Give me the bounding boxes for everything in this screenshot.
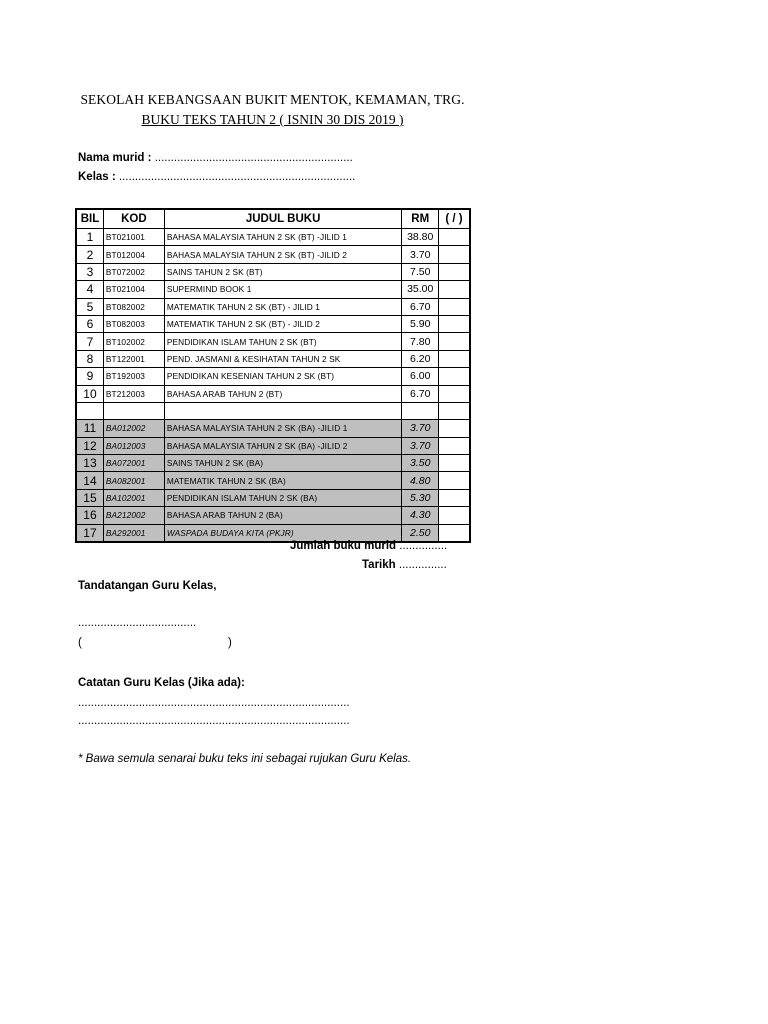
row-rm: 3.50 (402, 455, 439, 472)
row-judul: SAINS TAHUN 2 SK (BT) (164, 263, 402, 280)
blank-cell (76, 402, 103, 419)
class-dots: .......................................................................... (118, 171, 356, 183)
row-kod: BT102002 (103, 333, 164, 350)
row-kod: BA212002 (103, 507, 164, 524)
book-table (75, 208, 471, 543)
row-bil: 8 (76, 350, 103, 367)
notes-label: Catatan Guru Kelas (Jika ada): (78, 677, 245, 689)
row-bil: 9 (76, 368, 103, 385)
signature-name-bracket-open: ( (78, 637, 82, 649)
row-judul: SUPERMIND BOOK 1 (164, 281, 402, 298)
jumlah-buku-dots: ............... (399, 540, 448, 552)
row-tick-box[interactable] (438, 281, 470, 298)
row-rm: 35.00 (402, 281, 439, 298)
row-kod: BT072002 (103, 263, 164, 280)
row-kod: BT122001 (103, 350, 164, 367)
header-tick: ( / ) (438, 209, 470, 229)
table-row (76, 246, 470, 263)
row-rm: 3.70 (402, 437, 439, 454)
row-tick-box[interactable] (438, 472, 470, 489)
row-rm: 7.50 (402, 263, 439, 280)
notes-line-1: ..................................................................................... (78, 697, 350, 709)
header-kod: KOD (103, 209, 164, 229)
row-rm: 5.90 (402, 315, 439, 332)
row-tick-box[interactable] (438, 420, 470, 437)
row-bil: 12 (76, 437, 103, 454)
row-judul: BAHASA MALAYSIA TAHUN 2 SK (BT) -JILID 1 (164, 229, 402, 246)
row-judul: BAHASA MALAYSIA TAHUN 2 SK (BT) -JILID 2 (164, 246, 402, 263)
blank-separator-row (76, 402, 470, 419)
table-row (76, 315, 470, 332)
table-body (76, 229, 470, 543)
row-kod: BT082002 (103, 298, 164, 315)
row-tick-box[interactable] (438, 507, 470, 524)
row-tick-box[interactable] (438, 229, 470, 246)
tarikh-field (362, 559, 447, 571)
jumlah-buku-field (290, 540, 447, 552)
row-judul: WASPADA BUDAYA KITA (PKJR) (164, 524, 402, 542)
row-rm: 4.30 (402, 507, 439, 524)
tarikh-label: Tarikh (362, 559, 396, 571)
table-row (76, 229, 470, 246)
blank-cell (103, 402, 164, 419)
table-row (76, 281, 470, 298)
footnote: * Bawa semula senarai buku teks ini sebagai rujukan Guru Kelas. (78, 753, 412, 765)
row-kod: BA292001 (103, 524, 164, 542)
jumlah-buku-label: Jumlah buku murid (290, 540, 397, 552)
row-judul: BAHASA MALAYSIA TAHUN 2 SK (BA) -JILID 1 (164, 420, 402, 437)
tarikh-dots: ............... (398, 559, 447, 571)
row-tick-box[interactable] (438, 246, 470, 263)
student-name-field (78, 152, 353, 164)
row-bil: 2 (76, 246, 103, 263)
row-kod: BT192003 (103, 368, 164, 385)
student-name-dots: .............................................................. (154, 152, 353, 164)
table-row (76, 437, 470, 454)
class-field (78, 171, 355, 183)
notes-line-2: ..................................................................................... (78, 715, 350, 727)
signature-name-bracket-close: ) (228, 637, 232, 649)
row-rm: 7.80 (402, 333, 439, 350)
row-tick-box[interactable] (438, 333, 470, 350)
row-kod: BA012002 (103, 420, 164, 437)
row-judul: PENDIDIKAN KESENIAN TAHUN 2 SK (BT) (164, 368, 402, 385)
row-kod: BT082003 (103, 315, 164, 332)
row-judul: PEND. JASMANI & KESIHATAN TAHUN 2 SK (164, 350, 402, 367)
header-bil: BIL (76, 209, 103, 229)
row-rm: 6.70 (402, 298, 439, 315)
row-bil: 13 (76, 455, 103, 472)
row-bil: 14 (76, 472, 103, 489)
school-name: SEKOLAH KEBANGSAAN BUKIT MENTOK, KEMAMAN, TRG. (80, 92, 465, 107)
row-bil: 4 (76, 281, 103, 298)
document-title (0, 112, 545, 128)
row-rm: 2.50 (402, 524, 439, 542)
row-tick-box[interactable] (438, 489, 470, 506)
row-kod: BT021001 (103, 229, 164, 246)
row-kod: BT212003 (103, 385, 164, 402)
row-rm: 4.80 (402, 472, 439, 489)
row-rm: 6.70 (402, 385, 439, 402)
row-bil: 3 (76, 263, 103, 280)
document-title-text: BUKU TEKS TAHUN 2 ( ISNIN 30 DIS 2019 ) (141, 112, 404, 127)
blank-cell (402, 402, 439, 419)
student-name-label: Nama murid : (78, 152, 152, 164)
table-row (76, 263, 470, 280)
row-tick-box[interactable] (438, 263, 470, 280)
row-judul: MATEMATIK TAHUN 2 SK (BA) (164, 472, 402, 489)
row-kod: BT021004 (103, 281, 164, 298)
row-kod: BT012004 (103, 246, 164, 263)
row-rm: 38.80 (402, 229, 439, 246)
row-kod: BA102001 (103, 489, 164, 506)
row-tick-box[interactable] (438, 298, 470, 315)
row-bil: 15 (76, 489, 103, 506)
row-bil: 1 (76, 229, 103, 246)
row-bil: 7 (76, 333, 103, 350)
row-kod: BA072001 (103, 455, 164, 472)
row-judul: PENDIDIKAN ISLAM TAHUN 2 SK (BA) (164, 489, 402, 506)
row-tick-box[interactable] (438, 455, 470, 472)
class-label: Kelas : (78, 171, 116, 183)
row-judul: BAHASA MALAYSIA TAHUN 2 SK (BA) -JILID 2 (164, 437, 402, 454)
row-bil: 16 (76, 507, 103, 524)
table-row (76, 420, 470, 437)
row-rm: 6.00 (402, 368, 439, 385)
header-rm: RM (402, 209, 439, 229)
blank-cell (164, 402, 402, 419)
row-rm: 3.70 (402, 420, 439, 437)
signature-label: Tandatangan Guru Kelas, (78, 580, 217, 592)
table-row (76, 507, 470, 524)
table-row (76, 385, 470, 402)
row-judul: MATEMATIK TAHUN 2 SK (BT) - JILID 2 (164, 315, 402, 332)
row-bil: 6 (76, 315, 103, 332)
row-tick-box[interactable] (438, 315, 470, 332)
row-rm: 5.30 (402, 489, 439, 506)
row-bil: 5 (76, 298, 103, 315)
row-tick-box[interactable] (438, 368, 470, 385)
table-row (76, 455, 470, 472)
row-rm: 6.20 (402, 350, 439, 367)
table-row (76, 350, 470, 367)
row-judul: SAINS TAHUN 2 SK (BA) (164, 455, 402, 472)
row-rm: 3.70 (402, 246, 439, 263)
row-tick-box[interactable] (438, 437, 470, 454)
table-header-row (76, 209, 470, 229)
row-judul: PENDIDIKAN ISLAM TAHUN 2 SK (BT) (164, 333, 402, 350)
signature-line: ..................................... (78, 617, 197, 629)
blank-cell (438, 402, 470, 419)
row-judul: MATEMATIK TAHUN 2 SK (BT) - JILID 1 (164, 298, 402, 315)
row-bil: 10 (76, 385, 103, 402)
row-judul: BAHASA ARAB TAHUN 2 (BA) (164, 507, 402, 524)
table-row (76, 368, 470, 385)
row-kod: BA012003 (103, 437, 164, 454)
row-kod: BA082001 (103, 472, 164, 489)
row-tick-box[interactable] (438, 350, 470, 367)
row-bil: 11 (76, 420, 103, 437)
table-row (76, 489, 470, 506)
table-row (76, 472, 470, 489)
row-bil: 17 (76, 524, 103, 542)
row-judul: BAHASA ARAB TAHUN 2 (BT) (164, 385, 402, 402)
row-tick-box[interactable] (438, 385, 470, 402)
header-judul: JUDUL BUKU (164, 209, 402, 229)
table-row (76, 298, 470, 315)
table-row (76, 333, 470, 350)
